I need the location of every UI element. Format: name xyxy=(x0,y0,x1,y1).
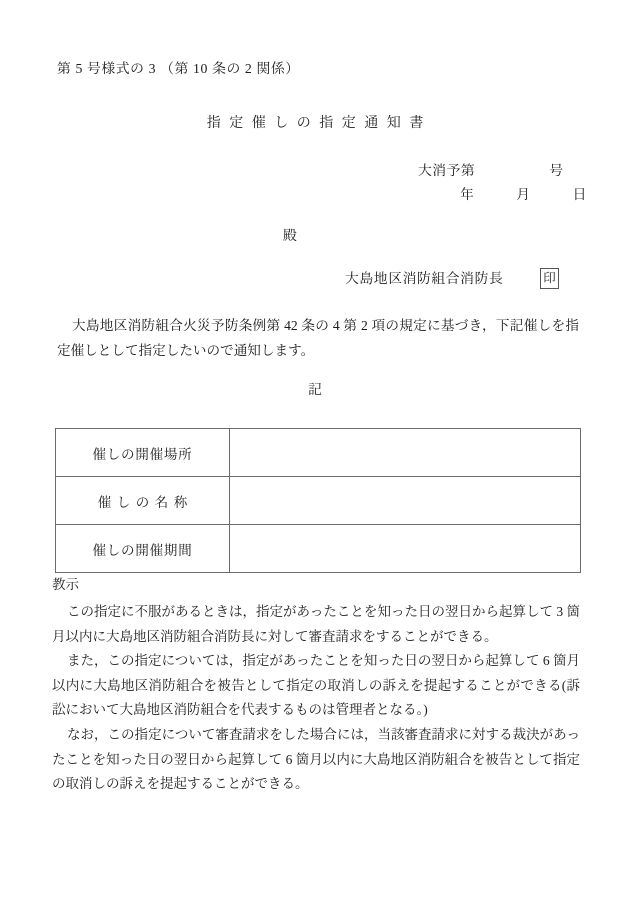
row-value-venue[interactable] xyxy=(230,429,581,477)
document-number-label: 大消予第 xyxy=(418,163,476,178)
body-paragraph: 大島地区消防組合火災予防条例第 42 条の 4 第 2 項の規定に基づき，下記催しを指定催しとして指定したいので通知します。 xyxy=(57,318,579,358)
date-day-label: 日 xyxy=(572,187,587,202)
record-marker: 記 xyxy=(308,382,322,397)
row-value-period[interactable] xyxy=(230,525,581,573)
row-label-venue-text: 催しの開催場所 xyxy=(92,446,193,462)
row-label-period-text: 催しの開催期間 xyxy=(92,542,193,558)
document-number-suffix: 号 xyxy=(549,163,564,178)
row-label-event-name-text: 催しの名称 xyxy=(97,494,193,510)
event-details-table xyxy=(55,428,581,573)
form-number-header: 第 5 号様式の 3 （第 10 条の 2 関係） xyxy=(57,61,300,76)
instructions-body xyxy=(52,600,580,797)
seal-stamp-box: 印 xyxy=(540,268,559,289)
date-month-label: 月 xyxy=(516,187,531,202)
row-value-event-name[interactable] xyxy=(230,477,581,525)
document-number-line xyxy=(418,164,563,178)
addressee-honorific: 殿 xyxy=(283,228,297,243)
instructions-heading: 教示 xyxy=(52,577,79,592)
table-row xyxy=(56,525,581,573)
issuer-name: 大島地区消防組合消防長 xyxy=(345,271,504,286)
date-year-label: 年 xyxy=(460,187,475,202)
table-row xyxy=(56,429,581,477)
instruction-paragraph-3: なお，この指定について審査請求をした場合には，当該審査請求に対する裁決があったことを知った日の翌日から起算して 6 箇月以内に大島地区消防組合を被告として指定の取消しの訴えを提起することができる。 xyxy=(52,726,580,792)
instruction-paragraph-1: この指定に不服があるときは，指定があったことを知った日の翌日から起算して 3 箇月以内に大島地区消防組合消防長に対して審査請求をすることができる。 xyxy=(52,604,580,644)
row-label-event-name xyxy=(56,477,230,525)
table-row xyxy=(56,477,581,525)
instruction-paragraph-2: また，この指定については，指定があったことを知った日の翌日から起算して 6 箇月以内に大島地区消防組合を被告として指定の取消しの訴えを提起することができる(訴訟において大島地区消防組合を代表するものは管理者となる。) xyxy=(52,653,580,718)
document-title: 指定催しの指定通知書 xyxy=(206,116,432,131)
date-line xyxy=(460,188,587,202)
row-label-period xyxy=(56,525,230,573)
row-label-venue xyxy=(56,429,230,477)
